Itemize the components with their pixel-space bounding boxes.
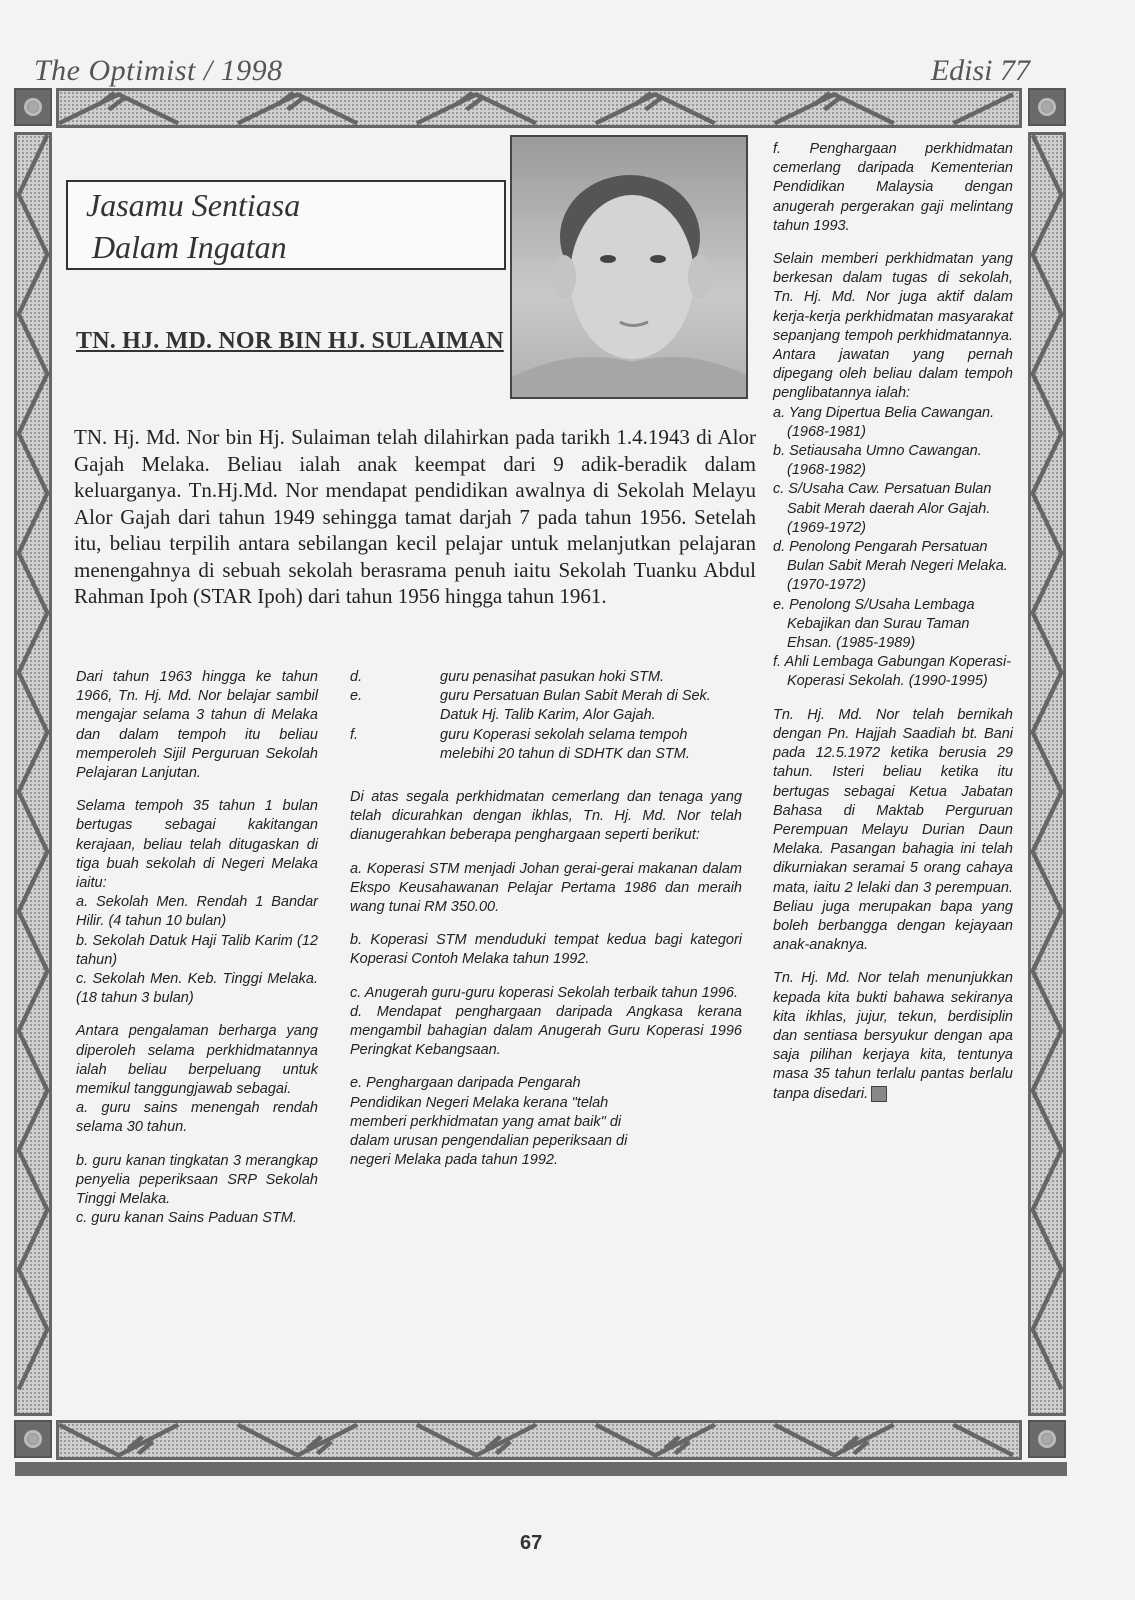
- award-item: b. Koperasi STM menduduki tempat kedua bagi kategori Koperasi Contoh Melaka tahun 1992.: [350, 932, 742, 968]
- page-number: 67: [520, 1532, 543, 1554]
- position-item: b. Setiausaha Umno Cawangan. (1968-1982): [773, 443, 982, 479]
- column-3: [773, 140, 1013, 1104]
- family-paragraph: Tn. Hj. Md. Nor telah bernikah dengan Pn. Hajjah Saadiah bt. Bani pada 12.5.1972 ketika berusia 29 tahun. Isteri beliau ketika itu bertugas sebagai Ketua Jabatan Bahasa di Maktab Perguruan Perempuan Melayu Durian Daun Melaka. Pasangan bahagia ini telah dikurniakan seramai 5 orang cahaya mata, iaitu 2 lelaki dan 3 perempuan. Beliau juga merupakan bapa yang boleh berbangga dengan kejayaan anak-anaknya.: [773, 706, 1013, 954]
- portrait-photo: [510, 135, 748, 399]
- subject-name-heading: TN. HJ. MD. NOR BIN HJ. SULAIMAN: [76, 328, 504, 354]
- bottom-border-band: [56, 1420, 1022, 1460]
- position-item: c. S/Usaha Caw. Persatuan Bulan Sabit Merah daerah Alor Gajah. (1969-1972): [773, 481, 992, 536]
- closing-paragraph: Tn. Hj. Md. Nor telah menunjukkan kepada kita bukti bahawa sekiranya kita ikhlas, jujur, tekun, berdisiplin dan sentiasa bersyukur dengan apa saja pilihan kerjaya kita, tentunya masa 35 tahun terlalu pantas berlalu tanpa disedari.: [773, 970, 1013, 1102]
- intro-paragraph: TN. Hj. Md. Nor bin Hj. Sulaiman telah dilahirkan pada tarikh 1.4.1943 di Alor Gajah Melaka. Beliau ialah anak keempat dari 9 adik-beradik dalam keluarganya. Tn.Hj.Md. Nor mendapat pendidikan awalnya di Sekolah Melayu Alor Gajah dari tahun 1949 sehingga tamat darjah 7 pada tahun 1956. Setelah itu, beliau terpilih antara sebilangan kecil pelajar untuk melanjutkan pelajaran menengahnya di sebuah sekolah berasrama penuh iaitu Sekolah Tuanku Abdul Rahman Ipoh (STAR Ipoh) dari tahun 1956 hingga tahun 1961.: [74, 425, 756, 608]
- position-item: d. Penolong Pengarah Persatuan Bulan Sabit Merah Negeri Melaka. (1970-1972): [773, 539, 1008, 594]
- award-item: f. Penghargaan perkhidmatan cemerlang daripada Kementerian Pendidikan Malaysia dengan anugerah pergerakan gaji melintang tahun 1993.: [773, 141, 1013, 234]
- school-item: c. Sekolah Men. Keb. Tinggi Melaka. (18 tahun 3 bulan): [76, 971, 318, 1007]
- bottom-rule: [15, 1462, 1067, 1476]
- position-item: f. Ahli Lembaga Gabungan Koperasi-Koperasi Sekolah. (1990-1995): [773, 654, 1012, 690]
- column-2: [350, 668, 742, 1184]
- role-item: b. guru kanan tingkatan 3 merangkap penyelia peperiksaan SRP Sekolah Tinggi Melaka.: [76, 1152, 318, 1208]
- corner-ornament-icon: [14, 88, 52, 126]
- column-1: [76, 668, 318, 1228]
- end-mark-icon: [871, 1086, 887, 1102]
- service-paragraph: Selama tempoh 35 tahun 1 bulan bertugas sebagai kakitangan kerajaan, beliau telah ditugaskan di tiga buah sekolah di Negeri Melaka iaitu:: [76, 798, 318, 892]
- corner-ornament-icon: [1028, 88, 1066, 126]
- school-item: a. Sekolah Men. Rendah 1 Bandar Hilir. (4 tahun 10 bulan): [76, 894, 318, 930]
- experience-paragraph: Antara pengalaman berharga yang diperoleh selama perkhidmatannya ialah beliau berpeluang untuk memikul tanggungjawab sebagai.: [76, 1023, 318, 1098]
- role-item: f. guru Koperasi sekolah selama tempoh melebihi 20 tahun di SDHTK dan STM.: [350, 726, 690, 762]
- role-item: d. guru penasihat pasukan hoki STM.: [350, 669, 665, 685]
- role-item: c. guru kanan Sains Paduan STM.: [76, 1210, 297, 1227]
- awards-intro: Di atas segala perkhidmatan cemerlang dan tenaga yang telah dicurahkan dengan ikhlas, Tn. Hj. Md. Nor telah dianugerahkan beberapa penghargaan seperti berikut:: [350, 789, 742, 844]
- award-item: d. Mendapat penghargaan daripada Angkasa kerana mengambil bahagian dalam Anugerah Guru Koperasi 1996 Peringkat Kebangsaan.: [350, 1003, 742, 1059]
- right-border-band: [1028, 132, 1066, 1416]
- community-paragraph: Selain memberi perkhidmatan yang berkesan dalam tugas di sekolah, Tn. Hj. Md. Nor juga aktif dalam kerja-kerja perkhidmatan masyarakat sepanjang tempoh perkhidmatannya. Antara jawatan yang pernah dipegang oleh beliau dalam tempoh penglibatannya ialah:: [773, 251, 1013, 402]
- role-item: e. guru Persatuan Bulan Sabit Merah di Sek. Datuk Hj. Talib Karim, Alor Gajah.: [350, 688, 711, 724]
- corner-ornament-icon: [1028, 1420, 1066, 1458]
- top-border-band: [56, 88, 1022, 128]
- study-paragraph: Dari tahun 1963 hingga ke tahun 1966, Tn. Hj. Md. Nor belajar sambil mengajar selama 3 tahun di Melaka dan dalam tempoh itu beliau memperoleh Sijil Perguruan Sekolah Pelajaran Lanjutan.: [76, 669, 318, 782]
- edition-label: Edisi 77: [930, 54, 1030, 87]
- award-item: c. Anugerah guru-guru koperasi Sekolah terbaik tahun 1996.: [350, 984, 738, 1001]
- left-border-band: [14, 132, 52, 1416]
- school-item: b. Sekolah Datuk Haji Talib Karim (12 tahun): [76, 932, 318, 968]
- article-title-line2: Dalam Ingatan: [92, 229, 287, 265]
- position-item: e. Penolong S/Usaha Lembaga Kebajikan dan Surau Taman Ehsan. (1985-1989): [773, 596, 975, 652]
- article-title-line1: Jasamu Sentiasa: [86, 187, 301, 223]
- corner-ornament-icon: [14, 1420, 52, 1458]
- position-item: a. Yang Dipertua Belia Cawangan. (1968-1981): [773, 404, 995, 440]
- award-item: e. Penghargaan daripada Pengarah Pendidikan Negeri Melaka kerana "telah memberi perkhidmatan yang amat baik" di dalam urusan pengendalian peperiksaan di negeri Melaka pada tahun 1992.: [350, 1075, 628, 1169]
- article-title-box: [66, 180, 506, 270]
- publication-header: The Optimist / 1998: [34, 54, 283, 87]
- role-item: a. guru sains menengah rendah selama 30 tahun.: [76, 1100, 318, 1136]
- award-item: a. Koperasi STM menjadi Johan gerai-gerai makanan dalam Ekspo Keusahawanan Pelajar Pertama 1986 dan meraih wang tunai RM 350.00.: [350, 860, 742, 916]
